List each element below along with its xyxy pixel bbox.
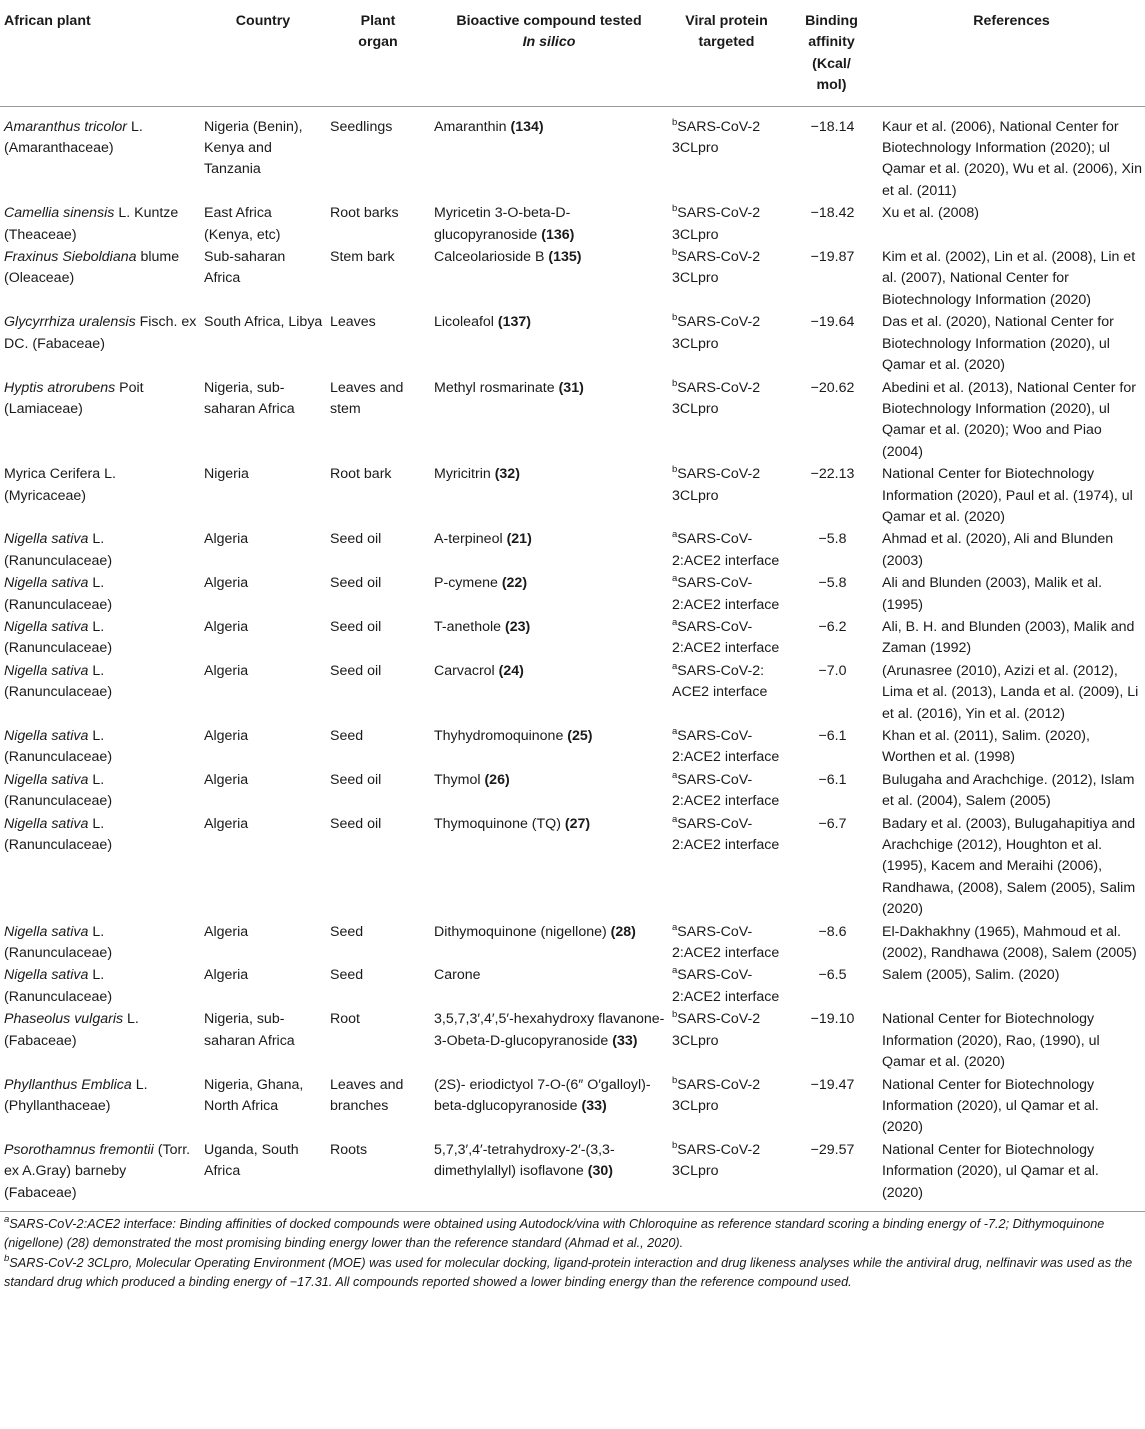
cell-country: Sub-saharan Africa <box>204 249 286 287</box>
cell-plant <box>0 202 200 246</box>
protein-footnote-marker: b <box>672 1139 678 1151</box>
cell-country: East Africa (Kenya, etc) <box>204 205 281 243</box>
cell-country: Uganda, South Africa <box>204 1141 299 1180</box>
table-row <box>0 813 1145 921</box>
cell-plant <box>0 725 200 769</box>
cell-protein <box>668 572 785 616</box>
plant-authority-family: L. (Ranunculaceae) <box>4 618 113 657</box>
compound-number: (30) <box>587 1163 613 1180</box>
cell-organ: Seedlings <box>330 118 393 135</box>
compound-number: (21) <box>506 531 532 548</box>
cell-binding-affinity: −20.62 <box>810 379 855 396</box>
cell-binding-affinity: −6.5 <box>818 967 847 984</box>
cell-binding-affinity: −8.6 <box>818 923 847 940</box>
protein-footnote-marker: b <box>672 1074 678 1086</box>
plant-authority-family: Fisch. ex DC. (Fabaceae) <box>4 314 197 352</box>
compound-name: Thyhydromoquinone <box>434 728 568 744</box>
cell-country: Nigeria <box>204 466 249 483</box>
protein-footnote-marker: a <box>672 769 678 781</box>
cell-references: National Center for Biotechnology Information (2020), Paul et al. (1974), ul Qamar et al. (2020) <box>882 466 1133 525</box>
cell-plant <box>0 572 200 616</box>
header-bioactive-compound <box>430 0 668 106</box>
table-row <box>0 964 1145 1008</box>
compound-name: Carvacrol <box>434 662 499 679</box>
cell-organ: Seed <box>330 967 364 984</box>
protein-name: SARS-CoV-2 3CLpro <box>672 1011 761 1049</box>
table-row <box>0 921 1145 965</box>
cell-plant <box>0 377 200 464</box>
cell-plant <box>0 463 200 528</box>
cell-protein <box>668 246 785 311</box>
compound-name: T-anethole <box>434 618 505 635</box>
plant-species: Nigella sativa <box>4 771 89 788</box>
plant-species: Nigella sativa <box>4 662 89 679</box>
compound-number: (28) <box>610 923 636 940</box>
cell-country: Algeria <box>204 728 249 744</box>
plant-species: Nigella sativa <box>4 575 89 592</box>
compound-name: 3,5,7,3′,4′,5′-hexahydroxy flavanone-3-Obeta-D-glucopyranoside <box>434 1011 665 1049</box>
protein-footnote-marker: a <box>672 726 678 737</box>
table-row <box>0 1074 1145 1139</box>
cell-compound <box>430 1008 668 1073</box>
cell-compound <box>430 106 668 202</box>
protein-name: SARS-CoV-2:ACE2 interface <box>672 923 780 962</box>
footnote-b-marker: b <box>4 1252 10 1264</box>
cell-references: Kim et al. (2002), Lin et al. (2008), Lin et al. (2007), National Center for Biotechnology Information (2020) <box>882 249 1136 308</box>
protein-footnote-marker: a <box>672 813 678 825</box>
plant-authority-family: L. (Ranunculaceae) <box>4 815 113 854</box>
compound-number: (26) <box>484 771 510 788</box>
cell-binding-affinity: −6.1 <box>818 728 847 744</box>
plant-species: Phaseolus vulgaris <box>4 1011 124 1028</box>
table-row <box>0 616 1145 660</box>
protein-name: SARS-CoV-2 3CLpro <box>672 118 761 157</box>
compound-number: (32) <box>494 466 520 483</box>
cell-references: (Arunasree (2010), Azizi et al. (2012), Lima et al. (2013), Landa et al. (2009), Li et al. (2016), Yin et al. (2012) <box>882 662 1139 722</box>
protein-footnote-marker: a <box>672 965 678 977</box>
compound-name: Thymoquinone (TQ) <box>434 815 565 832</box>
protein-name: SARS-CoV-2:ACE2 interface <box>672 815 780 854</box>
cell-country: Algeria <box>204 771 249 788</box>
cell-organ: Stem bark <box>330 249 395 266</box>
protein-name: SARS-CoV-2 3CLpro <box>672 249 761 287</box>
footnotes <box>0 1212 1145 1292</box>
protein-footnote-marker: b <box>672 116 678 128</box>
protein-name: SARS-CoV-2:ACE2 interface <box>672 728 780 766</box>
protein-name: SARS-CoV-2 3CLpro <box>672 466 761 504</box>
plant-authority-family: L. (Ranunculaceae) <box>4 662 113 701</box>
header-affinity-text: Binding affinity (Kcal/ mol) <box>805 13 858 94</box>
cell-country: Algeria <box>204 662 249 679</box>
cell-protein <box>668 769 785 813</box>
table-row <box>0 660 1145 725</box>
protein-name: SARS-CoV-2 3CLpro <box>672 379 761 417</box>
cell-organ: Root <box>330 1011 360 1028</box>
protein-footnote-marker: a <box>672 921 678 933</box>
cell-organ: Leaves <box>330 314 376 331</box>
cell-references: Badary et al. (2003), Bulugahapitiya and Arachchige (2012), Houghton et al. (1995), Kacem and Meraihi (2006), Randhawa, (2008), Salem (2005), Salim (2020) <box>882 815 1136 918</box>
compound-name: Amaranthin <box>434 118 511 135</box>
cell-compound <box>430 377 668 464</box>
table-row <box>0 311 1145 376</box>
header-protein-text: Viral protein targeted <box>685 13 768 51</box>
plant-authority-family: L. (Ranunculaceae) <box>4 923 113 962</box>
plant-authority-family: Poit (Lamiaceae) <box>4 379 144 417</box>
cell-protein <box>668 813 785 921</box>
plant-authority-family: L. (Amaranthaceae) <box>4 118 143 157</box>
cell-country: Algeria <box>204 618 249 635</box>
protein-name: SARS-CoV-2:ACE2 interface <box>672 575 780 613</box>
cell-compound <box>430 1139 668 1211</box>
cell-references: Das et al. (2020), National Center for Biotechnology Information (2020), ul Qamar et al. (2020) <box>882 314 1114 374</box>
compound-number: (33) <box>612 1032 638 1049</box>
compound-number: (25) <box>567 728 593 744</box>
cell-compound <box>430 813 668 921</box>
compound-name: Myricetin 3-O-beta-D-glucopyranoside <box>434 205 571 243</box>
compound-number: (136) <box>541 226 575 243</box>
table-row <box>0 528 1145 572</box>
plant-species: Nigella sativa <box>4 967 89 984</box>
cell-protein <box>668 660 785 725</box>
header-references: References <box>878 0 1145 106</box>
footnote-a-marker: a <box>4 1213 10 1225</box>
cell-protein <box>668 528 785 572</box>
cell-binding-affinity: −29.57 <box>810 1141 855 1158</box>
cell-references: El-Dakhakhny (1965), Mahmoud et al. (2002), Randhawa (2008), Salem (2005) <box>882 923 1137 962</box>
cell-country: Nigeria, sub-saharan Africa <box>204 379 295 417</box>
cell-binding-affinity: −5.8 <box>818 531 847 548</box>
compound-name: (2S)- eriodictyol 7-O-(6″ O′galloyl)-beta-dglucopyranoside <box>434 1076 651 1114</box>
protein-footnote-marker: a <box>672 660 678 672</box>
cell-country: Algeria <box>204 575 249 592</box>
table-row <box>0 106 1145 202</box>
cell-binding-affinity: −19.47 <box>810 1076 855 1093</box>
plant-authority-family: L. (Ranunculaceae) <box>4 531 113 569</box>
footnote-b-text: SARS-CoV-2 3CLpro, Molecular Operating Environment (MOE) was used for molecular docking, ligand-protein interaction and drug likeness analyses while the antiviral drug, nelfinavir was used as the standard drug which produced a binding energy of −17.31. All compounds reported showed a lower binding energy than the reference compound used. <box>4 1255 1133 1289</box>
cell-plant <box>0 921 200 965</box>
protein-footnote-marker: a <box>672 573 678 585</box>
cell-plant <box>0 616 200 660</box>
plant-authority-family: Myrica Cerifera L. (Myricaceae) <box>4 466 116 504</box>
cell-organ: Seed oil <box>330 662 382 679</box>
protein-name: SARS-CoV-2:ACE2 interface <box>672 618 780 657</box>
cell-organ: Leaves and branches <box>330 1076 404 1114</box>
plant-species: Nigella sativa <box>4 923 89 940</box>
cell-country: Algeria <box>204 815 249 832</box>
cell-country: Nigeria, sub-saharan Africa <box>204 1011 295 1049</box>
compound-name: Calceolarioside B <box>434 249 549 266</box>
footnote-a-text: SARS-CoV-2:ACE2 interface: Binding affinities of docked compounds were obtained using Autodock/vina with Chloroquine as reference standard scoring a binding energy of -7.2; Dithymoquinone (nigellone) (28) demonstrated the most promising binding energy lower than the reference standard (Ahmad et al., 2020). <box>4 1216 1105 1251</box>
cell-binding-affinity: −19.10 <box>810 1011 855 1028</box>
cell-organ: Seed oil <box>330 771 382 788</box>
cell-country: Nigeria, Ghana, North Africa <box>204 1076 304 1114</box>
protein-footnote-marker: b <box>672 1009 678 1021</box>
compound-name: Myricitrin <box>434 466 495 483</box>
cell-references: Ahmad et al. (2020), Ali and Blunden (2003) <box>882 531 1114 569</box>
protein-name: SARS-CoV-2:ACE2 interface <box>672 771 780 810</box>
protein-name: SARS-CoV-2 3CLpro <box>672 205 761 243</box>
cell-binding-affinity: −19.87 <box>810 249 855 266</box>
cell-country: Algeria <box>204 967 249 984</box>
cell-plant <box>0 769 200 813</box>
header-country: Country <box>200 0 326 106</box>
cell-organ: Seed <box>330 728 364 744</box>
table-row <box>0 769 1145 813</box>
cell-plant <box>0 528 200 572</box>
compound-name: Carone <box>434 967 481 984</box>
plant-species: Phyllanthus Emblica <box>4 1076 132 1093</box>
cell-plant <box>0 106 200 202</box>
cell-compound <box>430 528 668 572</box>
cell-protein <box>668 463 785 528</box>
plant-species: Nigella sativa <box>4 815 89 832</box>
cell-references: National Center for Biotechnology Information (2020), ul Qamar et al. (2020) <box>882 1141 1099 1201</box>
plant-species: Nigella sativa <box>4 728 89 744</box>
header-viral-protein <box>668 0 785 106</box>
cell-protein <box>668 106 785 202</box>
cell-organ: Root barks <box>330 205 399 222</box>
compound-number: (31) <box>558 379 584 396</box>
plant-authority-family: L. (Ranunculaceae) <box>4 575 113 613</box>
protein-footnote-marker: b <box>672 464 678 476</box>
cell-compound <box>430 311 668 376</box>
compound-name: Licoleafol <box>434 314 498 331</box>
cell-protein <box>668 1139 785 1211</box>
header-african-plant: African plant <box>0 0 200 106</box>
table-row <box>0 725 1145 769</box>
cell-binding-affinity: −22.13 <box>810 466 855 483</box>
cell-organ: Root bark <box>330 466 392 483</box>
table-header-row <box>0 0 1145 106</box>
compound-name: Dithymoquinone (nigellone) <box>434 923 611 940</box>
table-row <box>0 246 1145 311</box>
cell-protein <box>668 311 785 376</box>
cell-protein <box>668 921 785 965</box>
cell-references: Xu et al. (2008) <box>882 205 980 222</box>
cell-organ: Seed oil <box>330 618 382 635</box>
compound-name: P-cymene <box>434 575 502 592</box>
protein-name: SARS-CoV-2:ACE2 interface <box>672 531 780 569</box>
plant-species: Amaranthus tricolor <box>4 118 128 135</box>
compound-number: (134) <box>510 118 544 135</box>
cell-organ: Seed <box>330 923 364 940</box>
plant-authority-family: L. (Fabaceae) <box>4 1011 139 1049</box>
table-row <box>0 572 1145 616</box>
table-row <box>0 463 1145 528</box>
compound-number: (23) <box>505 618 531 635</box>
cell-country: Algeria <box>204 531 249 548</box>
plant-authority-family: L. Kuntze (Theaceae) <box>4 205 179 243</box>
protein-footnote-marker: a <box>672 616 678 628</box>
table-body <box>0 106 1145 1211</box>
cell-country: Algeria <box>204 923 249 940</box>
cell-compound <box>430 616 668 660</box>
cell-protein <box>668 1074 785 1139</box>
compound-number: (137) <box>497 314 532 331</box>
cell-organ: Seed oil <box>330 815 382 832</box>
table-row <box>0 202 1145 246</box>
cell-binding-affinity: −6.1 <box>818 771 847 788</box>
cell-country: South Africa, Libya <box>204 314 323 331</box>
cell-organ: Seed oil <box>330 575 382 592</box>
cell-binding-affinity: −18.14 <box>810 118 855 135</box>
protein-name: SARS-CoV-2 3CLpro <box>672 1141 761 1180</box>
cell-binding-affinity: −6.7 <box>818 815 847 832</box>
header-compound-text: Bioactive compound tested <box>456 13 642 29</box>
cell-compound <box>430 921 668 965</box>
plant-authority-family: L. (Ranunculaceae) <box>4 728 113 766</box>
cell-compound <box>430 572 668 616</box>
plant-species: Glycyrrhiza uralensis <box>4 314 136 331</box>
cell-references: National Center for Biotechnology Information (2020), Rao, (1990), ul Qamar et al. (2020) <box>882 1011 1100 1071</box>
plant-authority-family: (Torr. ex A.Gray) barneby (Fabaceae) <box>4 1141 191 1201</box>
cell-compound <box>430 246 668 311</box>
cell-compound <box>430 463 668 528</box>
plant-species: Camellia sinensis <box>4 205 115 222</box>
plant-species: Nigella sativa <box>4 531 89 548</box>
header-binding-affinity <box>785 0 878 106</box>
compound-number: (24) <box>498 662 524 679</box>
protein-footnote-marker: b <box>672 203 678 215</box>
cell-binding-affinity: −5.8 <box>818 575 847 592</box>
cell-references: Khan et al. (2011), Salim. (2020), Worthen et al. (1998) <box>882 728 1090 766</box>
cell-organ: Seed oil <box>330 531 382 548</box>
header-plant-organ <box>326 0 430 106</box>
cell-references: National Center for Biotechnology Information (2020), ul Qamar et al. (2020) <box>882 1076 1099 1136</box>
compound-name: Methyl rosmarinate <box>434 379 559 396</box>
compound-name: Thymol <box>434 771 485 788</box>
compound-name: 5,7,3′,4′-tetrahydroxy-2′-(3,3-dimethylallyl) isoflavone <box>434 1141 615 1180</box>
plant-authority-family: blume (Oleaceae) <box>4 249 180 287</box>
plant-authority-family: L. (Phyllanthaceae) <box>4 1076 148 1114</box>
plant-species: Fraxinus Sieboldiana <box>4 249 137 266</box>
cell-organ: Roots <box>330 1141 368 1158</box>
cell-references: Ali, B. H. and Blunden (2003), Malik and Zaman (1992) <box>882 618 1135 657</box>
protein-name: SARS-CoV-2: ACE2 interface <box>672 662 768 701</box>
cell-protein <box>668 377 785 464</box>
cell-references: Salem (2005), Salim. (2020) <box>882 967 1060 984</box>
plant-species: Hyptis atrorubens <box>4 379 116 396</box>
protein-name: SARS-CoV-2 3CLpro <box>672 314 761 352</box>
cell-protein <box>668 616 785 660</box>
cell-plant <box>0 1139 200 1211</box>
header-compound-italic: In silico <box>522 34 576 51</box>
compound-number: (135) <box>548 249 582 266</box>
cell-protein <box>668 202 785 246</box>
cell-organ: Leaves and stem <box>330 379 404 417</box>
cell-plant <box>0 1074 200 1139</box>
cell-compound <box>430 202 668 246</box>
compound-number: (33) <box>581 1097 607 1114</box>
table-row <box>0 1008 1145 1073</box>
footnote-a <box>4 1215 1141 1254</box>
cell-plant <box>0 813 200 921</box>
plant-authority-family: L. (Ranunculaceae) <box>4 967 113 1005</box>
protein-footnote-marker: a <box>672 529 678 541</box>
cell-plant <box>0 311 200 376</box>
cell-plant <box>0 660 200 725</box>
cell-references: Ali and Blunden (2003), Malik et al. (1995) <box>882 575 1103 613</box>
cell-compound <box>430 964 668 1008</box>
cell-plant <box>0 964 200 1008</box>
cell-compound <box>430 769 668 813</box>
cell-binding-affinity: −6.2 <box>818 618 847 635</box>
plant-authority-family: L. (Ranunculaceae) <box>4 771 113 810</box>
protein-footnote-marker: b <box>672 247 678 259</box>
cell-compound <box>430 660 668 725</box>
cell-compound <box>430 1074 668 1139</box>
protein-name: SARS-CoV-2:ACE2 interface <box>672 967 780 1005</box>
cell-country: Nigeria (Benin), Kenya and Tanzania <box>204 118 303 178</box>
cell-binding-affinity: −19.64 <box>810 314 855 331</box>
cell-protein <box>668 1008 785 1073</box>
header-plant-organ-text: Plant organ <box>358 13 398 51</box>
table-row <box>0 1139 1145 1211</box>
compound-name: A-terpineol <box>434 531 507 548</box>
plant-species: Nigella sativa <box>4 618 89 635</box>
compound-number: (22) <box>501 575 528 592</box>
footnote-b <box>4 1254 1141 1293</box>
cell-plant <box>0 1008 200 1073</box>
cell-references: Abedini et al. (2013), National Center for Biotechnology Information (2020), ul Qamar et al. (2020); Woo and Piao (2004) <box>882 379 1136 460</box>
protein-name: SARS-CoV-2 3CLpro <box>672 1076 761 1114</box>
cell-protein <box>668 725 785 769</box>
cell-compound <box>430 725 668 769</box>
cell-binding-affinity: −18.42 <box>810 205 855 222</box>
protein-footnote-marker: b <box>672 377 678 389</box>
cell-references: Bulugaha and Arachchige. (2012), Islam et al. (2004), Salem (2005) <box>882 771 1135 810</box>
cell-references: Kaur et al. (2006), National Center for Biotechnology Information (2020); ul Qamar et al. (2020), Wu et al. (2006), Xin et al. (2011) <box>882 118 1142 199</box>
plant-species: Psorothamnus fremontii <box>4 1141 154 1158</box>
compound-number: (27) <box>564 815 591 832</box>
protein-footnote-marker: b <box>672 312 678 324</box>
cell-plant <box>0 246 200 311</box>
cell-binding-affinity: −7.0 <box>818 662 847 679</box>
table-row <box>0 377 1145 464</box>
cell-protein <box>668 964 785 1008</box>
